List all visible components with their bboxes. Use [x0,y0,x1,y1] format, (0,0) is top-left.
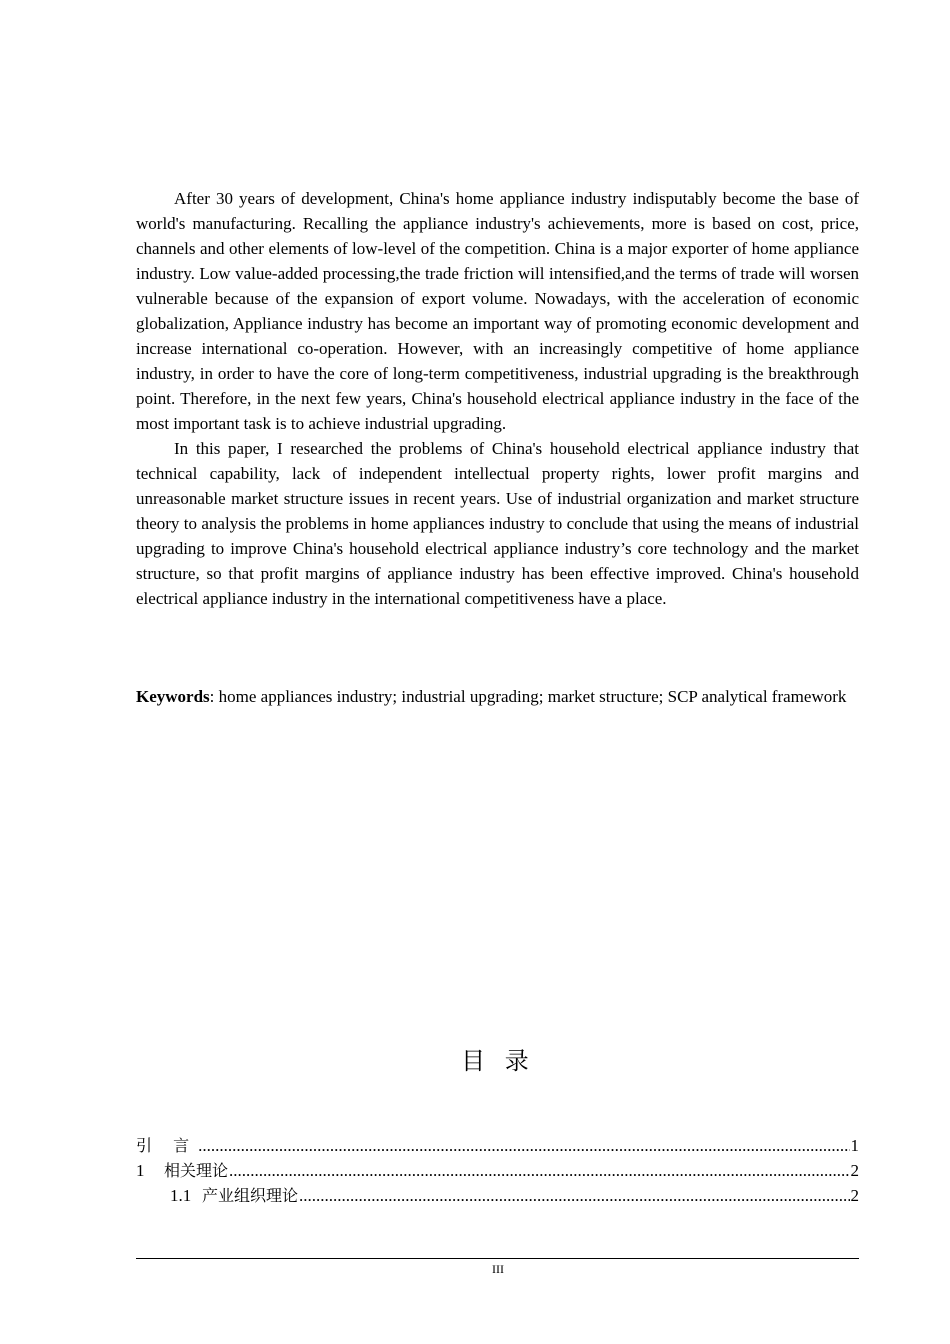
footer-divider [136,1258,859,1259]
abstract-paragraph-2: In this paper, I researched the problems of China's household electrical appliance industry that technical capability, lack of independent intellectual property rights, lower profit margins and unreasonable market structure issues in recent years. Use of industrial organization and market structure theory to analysis the problems in home appliances industry to conclude that using the means of industrial upgrading to improve China's household electrical appliance industry’s core technology and the market structure, so that profit margins of appliance industry has been effective improved. China's household electrical appliance industry in the international competitiveness have a place. [136,439,859,608]
toc-leader-dots [299,1183,849,1208]
keywords-line [136,684,859,709]
toc-leader-dots [229,1158,849,1183]
toc-entry-page: 1 [850,1136,859,1155]
toc-leader-dots [198,1133,849,1158]
table-of-contents [136,1133,859,1208]
footer-page-number: III [492,1262,504,1276]
toc-entry-page: 2 [850,1161,859,1180]
abstract-paragraph-1: After 30 years of development, China's home appliance industry indisputably become the base of world's manufacturing. Recalling the appliance industry's achievements, more is based on cost, price, channels and other elements of low-level of the competition. China is a major exporter of home appliance industry. Low value-added processing,the trade friction will intensified,and the terms of trade will worsen vulnerable because of the expansion of export volume. Nowadays, with the acceleration of economic globalization, Appliance industry has become an important way of promoting economic development and increase international co-operation. However, with an increasingly competitive of home appliance industry, in order to have the core of long-term competitiveness, industrial upgrading is the breakthrough point. Therefore, in the next few years, China's household electrical appliance industry in the face of the most important task is to achieve industrial upgrading. [136,189,859,433]
keywords-label: Keywords [136,687,210,706]
toc-entry-introduction[interactable] [136,1133,859,1158]
keywords-text: : home appliances industry; industrial upgrading; market structure; SCP analytical framework [209,687,847,706]
toc-entry-industrial-organization-theory[interactable] [136,1183,859,1208]
toc-title: 目 录 [461,1047,535,1075]
toc-entry-label: 引 言 [136,1136,198,1155]
toc-entry-label: 相关理论 [164,1161,229,1180]
toc-entry-related-theory[interactable] [136,1158,859,1183]
abstract-body [136,186,859,611]
toc-entry-label: 产业组织理论 [202,1186,299,1205]
toc-entry-page: 2 [850,1186,859,1205]
toc-entry-number: 1 [136,1161,145,1180]
toc-entry-number: 1.1 [170,1186,192,1205]
